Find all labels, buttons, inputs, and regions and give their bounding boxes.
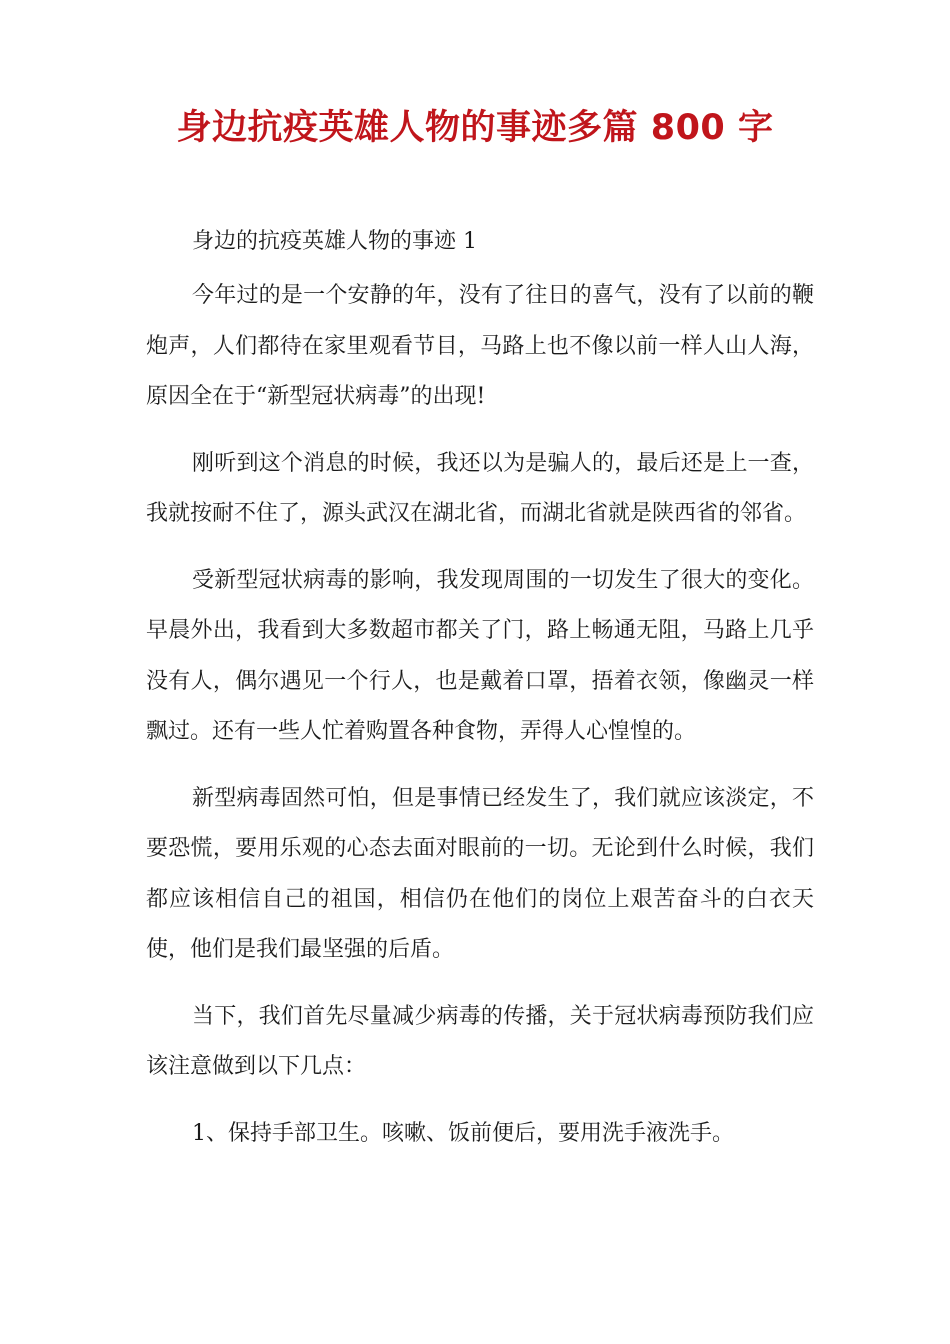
paragraph-6: 1、保持手部卫生。咳嗽、饭前便后，要用洗手液洗手。 — [192, 1120, 734, 1146]
paragraph-2: 刚听到这个消息的时候，我还以为是骗人的，最后还是上一查，我就按耐不住了，源头武汉在湖北省，而湖北省就是陕西省的邻省。 — [146, 450, 814, 526]
paragraph-3: 受新型冠状病毒的影响，我发现周围的一切发生了很大的变化。早晨外出，我看到大多数超市都关了门，路上畅通无阻，马路上几乎没有人，偶尔遇见一个行人，也是戴着口罩，捂着衣领，像幽灵一样飘过。还有一些人忙着购置各种食物，弄得人心惶惶的。 — [146, 567, 814, 744]
paragraph-5: 当下，我们首先尽量减少病毒的传播，关于冠状病毒预防我们应该注意做到以下几点： — [146, 1003, 814, 1079]
paragraph-1: 今年过的是一个安静的年，没有了往日的喜气，没有了以前的鞭炮声，人们都待在家里观看节目，马路上也不像以前一样人山人海，原因全在于“新型冠状病毒”的出现! — [146, 283, 814, 409]
section-heading: 身边的抗疫英雄人物的事迹 1 — [192, 229, 477, 254]
document-body — [146, 225, 814, 1175]
paragraph-4: 新型病毒固然可怕，但是事情已经发生了，我们就应该淡定，不要恐慌，要用乐观的心态去面对眼前的一切。无论到什么时候，我们都应该相信自己的祖国，相信仍在他们的岗位上艰苦奋斗的白衣天使，他们是我们最坚强的后盾。 — [146, 785, 814, 962]
document-title: 身边抗疫英雄人物的事迹多篇 800 字 — [176, 108, 774, 148]
